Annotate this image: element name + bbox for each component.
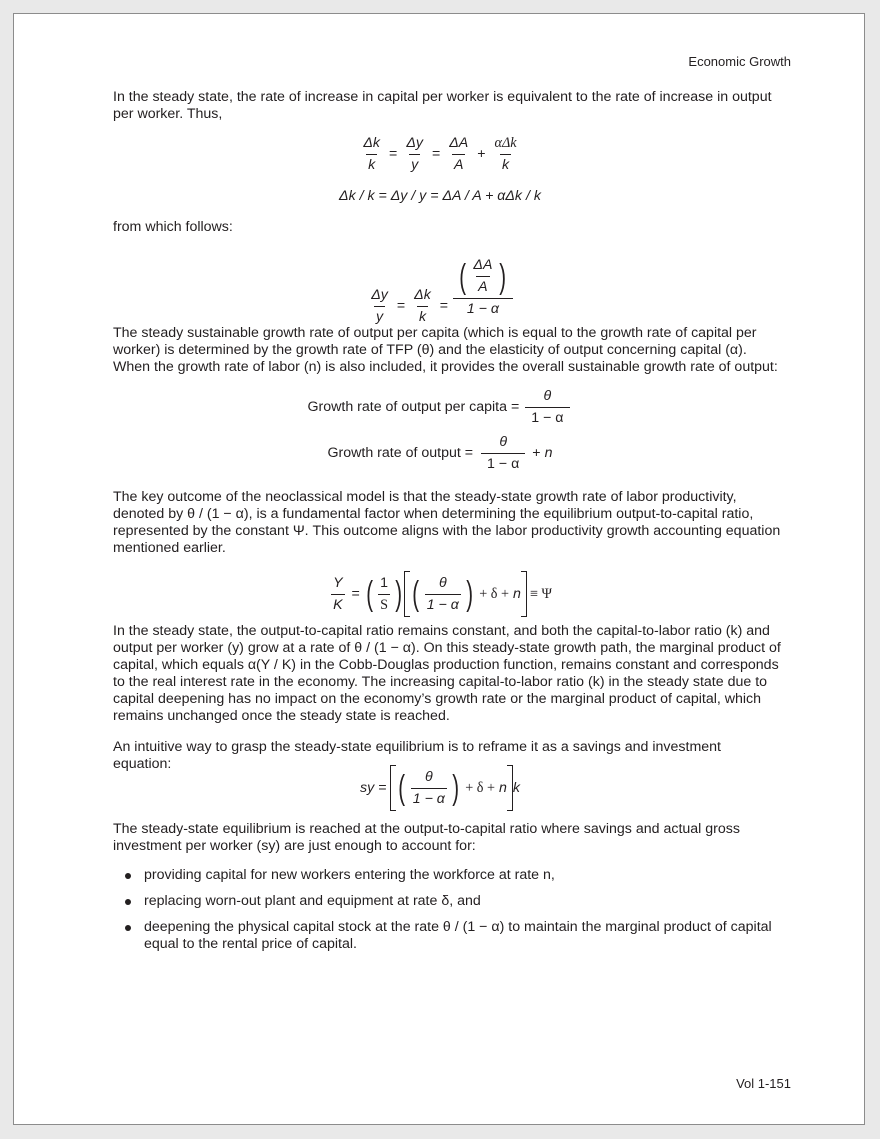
list-item: providing capital for new workers entering the workforce at rate n, bbox=[113, 867, 783, 884]
paragraph-from-which: from which follows: bbox=[113, 219, 233, 235]
fraction: $\frac{\text{αΔk}}{k}$ bbox=[494, 135, 517, 173]
list-item: deepening the physical capital stock at the rate θ / (1 − α) to maintain the marginal product of capital equal to the rental price of capital. bbox=[113, 919, 783, 953]
page-number: Vol 1-151 bbox=[736, 1076, 791, 1091]
equation-growth-rates-fraction: $\frac{\Delta k}{k}$ = $\frac{\Delta y}{y}$ = $\frac{\Delta A}{A}$ + $\frac{\text{αΔk}}{k}$ bbox=[363, 135, 517, 173]
paragraph-sustainable-growth: The steady sustainable growth rate of output per capita (which is equal to the growth rate of capital per worker) is determined by the growth rate of TFP (θ) and the elasticity of output concerning capital (α). When the growth rate of labor (n) is also included, it provides the overall sustainable growth rate of output: bbox=[113, 325, 778, 375]
fraction: $\frac{\Delta y}{y}$ bbox=[406, 135, 423, 173]
bullet-list bbox=[113, 867, 783, 962]
fraction: $\frac{\Delta k}{k}$ bbox=[363, 135, 381, 173]
running-header: Economic Growth bbox=[688, 54, 791, 69]
paragraph-intuitive-way: An intuitive way to grasp the steady-state equilibrium is to reframe it as a savings and investment equation: bbox=[113, 739, 721, 772]
equation-savings-investment: sy = ( $\frac{\theta}{1 - \alpha}$ ) + δ + n k bbox=[14, 765, 866, 811]
equation-output-capital-ratio: $\frac{Y}{K}$ = ( $\frac{1}{S}$ ) ( $\frac{\theta}{1 - \alpha}$ ) + δ + n ≡ Ψ bbox=[14, 571, 866, 617]
list-item: replacing worn-out plant and equipment at rate δ, and bbox=[113, 893, 783, 910]
paragraph-key-outcome: The key outcome of the neoclassical model is that the steady-state growth rate of labor productivity, denoted by θ / (1 − α), is a fundamental factor when determining the equilibrium output-to-capital ratio, represented by the constant Ψ. This outcome aligns with the labor productivity growth accounting equation mentioned earlier. bbox=[113, 489, 781, 556]
document-page bbox=[13, 13, 865, 1125]
equation-growth-per-capita: Growth rate of output per capita = $\frac{\theta}{1 - \alpha}$ bbox=[14, 388, 866, 427]
paragraph-steady-state: In the steady state, the rate of increase in capital per worker is equivalent to the rate of increase in output per worker. Thus, bbox=[113, 89, 772, 122]
paragraph-equilibrium-reached: The steady-state equilibrium is reached at the output-to-capital ratio where savings and actual gross investment per worker (sy) are just enough to account for: bbox=[113, 821, 740, 854]
equation-steady-growth: $\frac{\Delta y}{y}$ = $\frac{\Delta k}{k}$ = ( $\frac{\Delta A}{A}$ ) 1 − α bbox=[14, 249, 866, 326]
equation-growth-rates-inline: Δk / k = Δy / y = ΔA / A + αΔk / k bbox=[339, 188, 541, 204]
fraction: $\frac{\Delta A}{A}$ bbox=[449, 135, 469, 173]
paragraph-steady-state-ratio: In the steady state, the output-to-capital ratio remains constant, and both the capital-to-labor ratio (k) and output per worker (y) grow at a rate of θ / (1 − α). On this steady-state growth path, the marginal product of capital, which equals α(Y / K) in the Cobb-Douglas production function, remains constant and corresponds to the real interest rate in the economy. The increasing capital-to-labor ratio (k) in the steady state due to capital deepening has no impact on the economy’s growth rate or the marginal product of capital, which remains unchanged once the steady state is reached. bbox=[113, 623, 781, 724]
equation-growth-output: Growth rate of output = $\frac{\theta}{1 - \alpha}$ + n bbox=[327, 434, 553, 472]
